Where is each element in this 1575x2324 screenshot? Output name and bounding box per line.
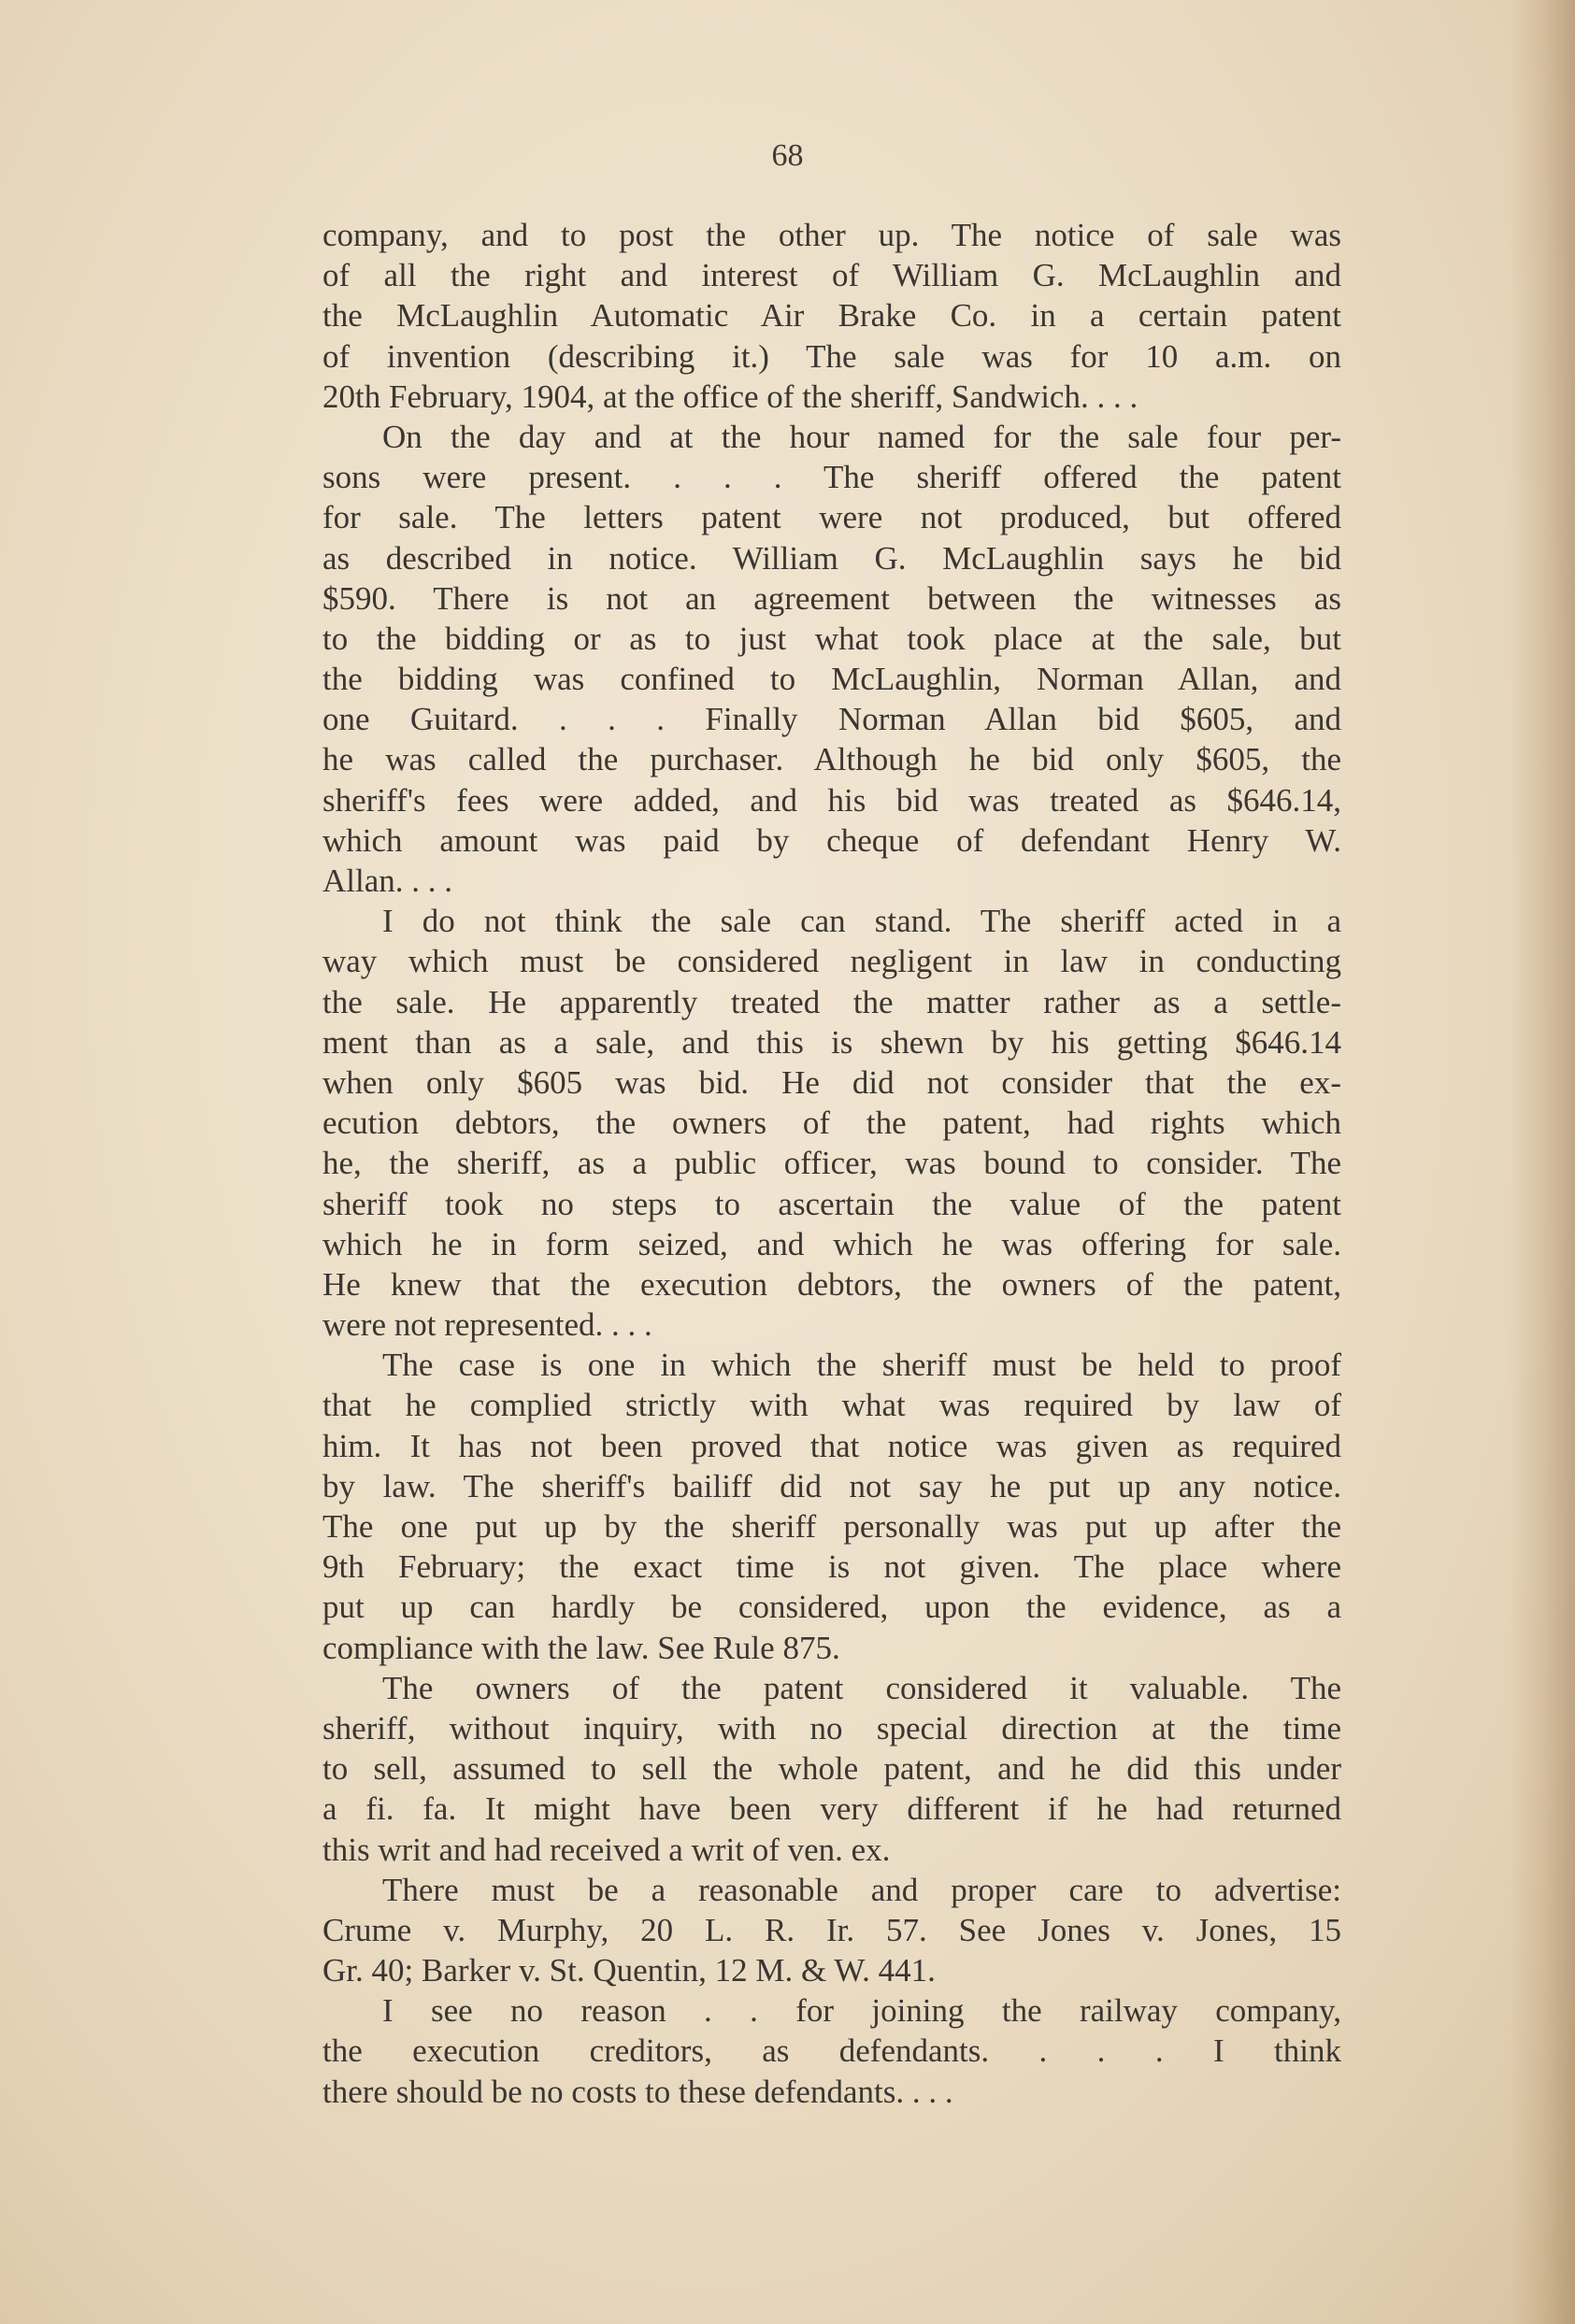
paragraph — [322, 417, 1341, 901]
text-line: the sale. He apparently treated the matter rather as a settle- — [322, 983, 1341, 1020]
paragraph — [322, 215, 1341, 417]
text-line: The owners of the patent considered it valuable. The — [382, 1669, 1341, 1706]
text-line: there should be no costs to these defendants. . . . — [322, 2073, 953, 2110]
text-line: of invention (describing it.) The sale was for 10 a.m. on — [322, 337, 1341, 375]
text-line: The case is one in which the sheriff must be held to proof — [382, 1347, 1341, 1384]
text-line: for sale. The letters patent were not produced, but offered — [322, 499, 1341, 536]
text-line: as described in notice. William G. McLaughlin says he bid — [322, 539, 1341, 577]
paragraph — [322, 901, 1341, 1345]
text-line: he was called the purchaser. Although he bid only $605, the — [322, 741, 1341, 778]
text-line: On the day and at the hour named for the sale four per- — [382, 418, 1341, 455]
text-line: him. It has not been proved that notice was given as required — [322, 1427, 1341, 1464]
paragraph — [322, 1870, 1341, 1991]
text-line: by law. The sheriff's bailiff did not say he put up any notice. — [322, 1467, 1341, 1504]
text-line: sons were present. . . . The sheriff offered the patent — [322, 459, 1341, 496]
text-line: were not represented. . . . — [322, 1306, 652, 1344]
paragraph — [322, 1990, 1341, 2112]
text-line: to the bidding or as to just what took place at the sale, but — [322, 620, 1341, 657]
text-line: ecution debtors, the owners of the patent, had rights which — [322, 1105, 1341, 1142]
text-line: this writ and had received a writ of ven. ex. — [322, 1831, 891, 1868]
text-line: 9th February; the exact time is not given. The place where — [322, 1548, 1341, 1586]
text-line: one Guitard. . . . Finally Norman Allan bid $605, and — [322, 701, 1341, 738]
text-line: the execution creditors, as defendants. . . . I think — [322, 2032, 1341, 2070]
text-line: I see no reason . . for joining the railway company, — [382, 1992, 1341, 2030]
text-line: when only $605 was bid. He did not consider that the ex- — [322, 1063, 1341, 1101]
text-line: He knew that the execution debtors, the owners of the patent, — [322, 1265, 1341, 1303]
text-line: of all the right and interest of William G. McLaughlin and — [322, 257, 1341, 294]
text-line: Crume v. Murphy, 20 L. R. Ir. 57. See Jones v. Jones, 15 — [322, 1911, 1341, 1948]
text-line: Gr. 40; Barker v. St. Quentin, 12 M. & W. 441. — [322, 1952, 936, 1989]
page-number: 68 — [771, 138, 804, 173]
text-line: 20th February, 1904, at the office of the sheriff, Sandwich. . . . — [322, 378, 1138, 415]
text-line: which he in form seized, and which he was offering for sale. — [322, 1225, 1341, 1262]
text-line: compliance with the law. See Rule 875. — [322, 1629, 840, 1666]
text-line: the McLaughlin Automatic Air Brake Co. in a certain patent — [322, 297, 1341, 335]
text-line: he, the sheriff, as a public officer, was bound to consider. The — [322, 1145, 1341, 1182]
text-line: the bidding was confined to McLaughlin, Norman Allan, and — [322, 661, 1341, 698]
text-line: The one put up by the sheriff personally was put up after the — [322, 1508, 1341, 1545]
text-line: that he complied strictly with what was required by law of — [322, 1387, 1341, 1424]
text-line: a fi. fa. It might have been very different if he had returned — [322, 1790, 1341, 1828]
text-line: sheriff, without inquiry, with no special direction at the time — [322, 1709, 1341, 1747]
text-line: There must be a reasonable and proper care to advertise: — [382, 1871, 1341, 1908]
text-line: to sell, assumed to sell the whole patent, and he did this under — [322, 1750, 1341, 1788]
text-line: way which must be considered negligent in law in conducting — [322, 943, 1341, 980]
text-line: $590. There is not an agreement between the witnesses as — [322, 579, 1341, 617]
text-line: put up can hardly be considered, upon the evidence, as a — [322, 1589, 1341, 1626]
paragraph — [322, 1345, 1341, 1668]
text-line: sheriff's fees were added, and his bid was treated as $646.14, — [322, 781, 1341, 819]
text-line: company, and to post the other up. The notice of sale was — [322, 217, 1341, 253]
text-line: I do not think the sale can stand. The sheriff acted in a — [382, 903, 1341, 940]
page-edge-shadow — [1510, 0, 1575, 2324]
text-line: ment than as a sale, and this is shewn by his getting $646.14 — [322, 1023, 1341, 1061]
text-line: Allan. . . . — [322, 863, 453, 899]
text-line: sheriff took no steps to ascertain the value of the patent — [322, 1185, 1341, 1222]
body-text — [322, 215, 1341, 2112]
text-line: which amount was paid by cheque of defendant Henry W. — [322, 821, 1341, 859]
paragraph — [322, 1668, 1341, 1870]
